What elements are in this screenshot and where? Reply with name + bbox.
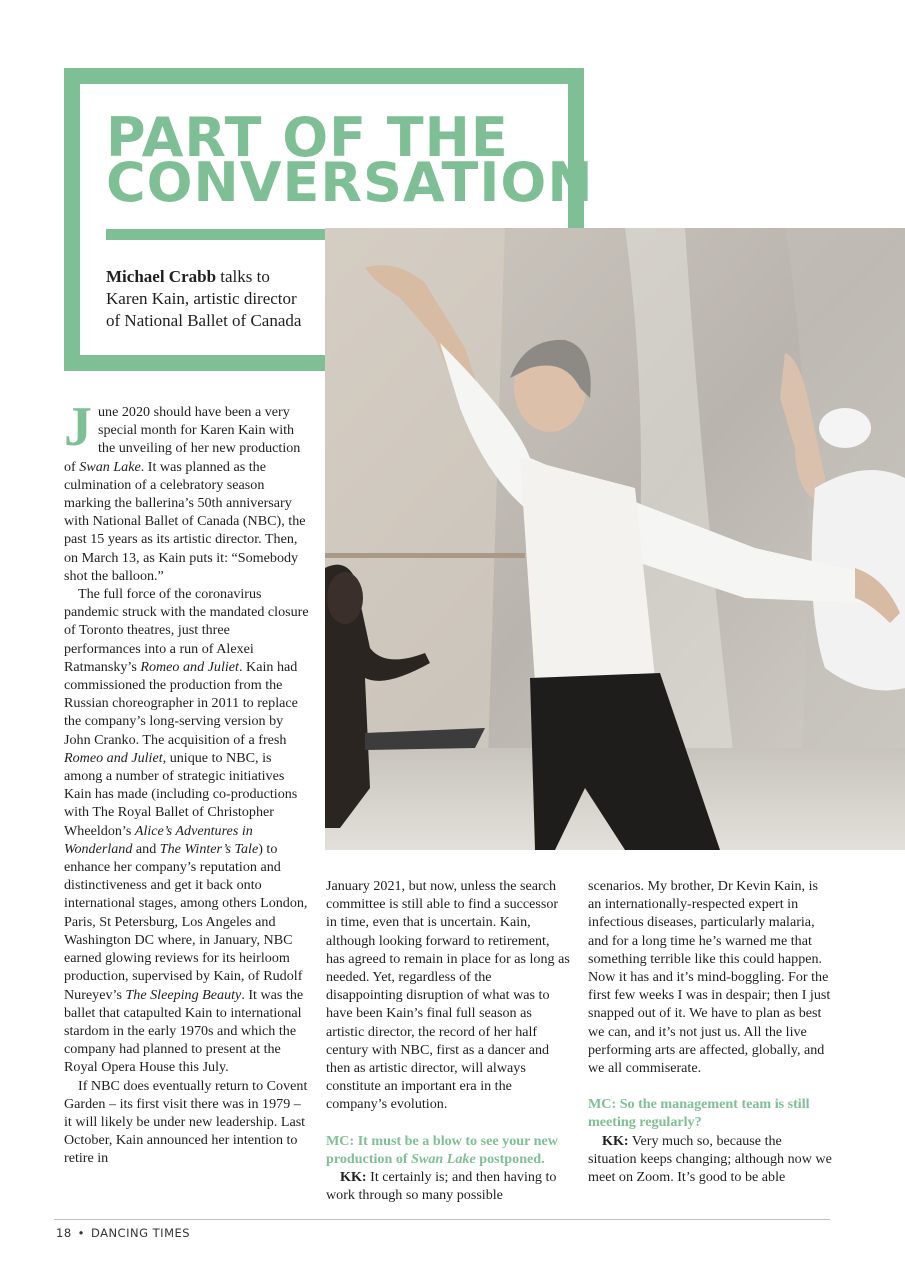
question-1: MC: It must be a blow to see your new production of Swan Lake postponed. (326, 1132, 558, 1167)
col1-text: The full force of the coronavirus pandemic struck with the mandated closure of Toronto theatres, just three performances into a run of Alexei Ratmansky’s (64, 586, 309, 675)
standfirst (106, 266, 326, 332)
article-column-2 (326, 877, 570, 1204)
photo-illustration (325, 228, 905, 850)
col1-italic: Alice’s Adventures in Wonderland (64, 822, 253, 857)
col1-paragraph-3: If NBC does eventually return to Covent Garden – its first visit there was in 1979 – it will likely be under new leadership. Last October, Kain announced her intention to retire in (64, 1077, 308, 1167)
col3-paragraph-1: scenarios. My brother, Dr Kevin Kain, is an internationally-respected expert in infectious diseases, particularly malaria, and for a long time he’s warned me that something terrible like this could happen. Now it has and it’s mind-boggling. For the first few weeks I was in despair; then I just snapped out of it. We have to plan as best we can, and it’s not just us. All the live performing arts are affected, globally, and we all commiserate. (588, 878, 831, 1077)
col1-text: . It was the ballet that catapulted Kain to international stardom in the early 1970s and which the company had planned to present at the Royal Opera House this July. (64, 986, 304, 1076)
dancer-photo (325, 228, 905, 850)
standfirst-line-3: of National Ballet of Canada (106, 311, 302, 330)
col1-text: une 2020 should have been a very special month for Karen Kain with the unveiling of her new production of (64, 404, 301, 475)
article-column-1 (64, 396, 310, 1168)
page-footer (56, 1226, 190, 1240)
col1-text: , unique to NBC, is among a number of strategic initiatives Kain has made (including co-productions with The Royal Ballet of Christopher Wheeldon’s (64, 749, 298, 839)
drop-cap: J (64, 396, 92, 458)
headline-line-2: CONVERSATION (106, 151, 594, 214)
footer-rule (54, 1219, 830, 1220)
col1-italic: Romeo and Juliet (64, 749, 163, 766)
barre (325, 553, 525, 558)
col1-italic: Romeo and Juliet (140, 658, 239, 675)
answer-speaker: KK: (340, 1169, 367, 1186)
page-number: 18 (56, 1226, 72, 1240)
col1-text: ) to enhance her company’s reputation and distinctiveness and get it back onto international stages, among others London, Paris, St Petersburg, Los Angeles and Washington DC where, in January, NBC earned glowing reviews for its heirloom production, supervised by Kain, of Rudolf Nureyev’s (64, 840, 308, 1003)
col1-text: . Kain had commissioned the production from the Russian choreographer in 2011 to replace the company’s long-serving version by John Cranko. The acquisition of a fresh (64, 658, 298, 748)
col1-italic: The Winter’s Tale (159, 840, 259, 857)
answer-2: Very much so, because the situation keeps changing; although now we meet on Zoom. It’s good to be able (588, 1132, 832, 1186)
standfirst-line-2: Karen Kain, artistic director (106, 289, 297, 308)
author-name: Michael Crabb (106, 267, 217, 286)
col2-paragraph-1: January 2021, but now, unless the search committee is still able to find a successor in time, even that is uncertain. Kain, although looking forward to retirement, has agreed to remain in place for as long as needed. Yet, regardless of the disappointing disruption of what was to have been Kain’s final full season as artistic director, the record of her half century with NBC, first as a dancer and then as artistic director, will always constitute an important era in the company’s evolution. (326, 878, 570, 1113)
col1-italic: Swan Lake (79, 458, 141, 475)
footer-bullet: • (77, 1226, 85, 1240)
col1-italic: The Sleeping Beauty (125, 986, 242, 1003)
article-column-3 (588, 877, 832, 1186)
standfirst-line-1: talks to (216, 267, 270, 286)
col1-text: . It was planned as the culmination of a celebratory season marking the ballerina’s 50th anniversary with National Ballet of Canada (NBC), the past 15 years as its artistic director. Then, on March 13, as Kain puts it: “Somebody shot the balloon.” (64, 458, 306, 584)
magazine-name: DANCING TIMES (90, 1226, 191, 1240)
question-2: MC: So the management team is still meeting regularly? (588, 1096, 810, 1131)
col1-text: and (132, 840, 160, 857)
headline-line-1: PART OF THE (106, 106, 509, 169)
answer-speaker: KK: (602, 1132, 629, 1149)
answer-1: It certainly is; and then having to work through so many possible (326, 1169, 557, 1204)
